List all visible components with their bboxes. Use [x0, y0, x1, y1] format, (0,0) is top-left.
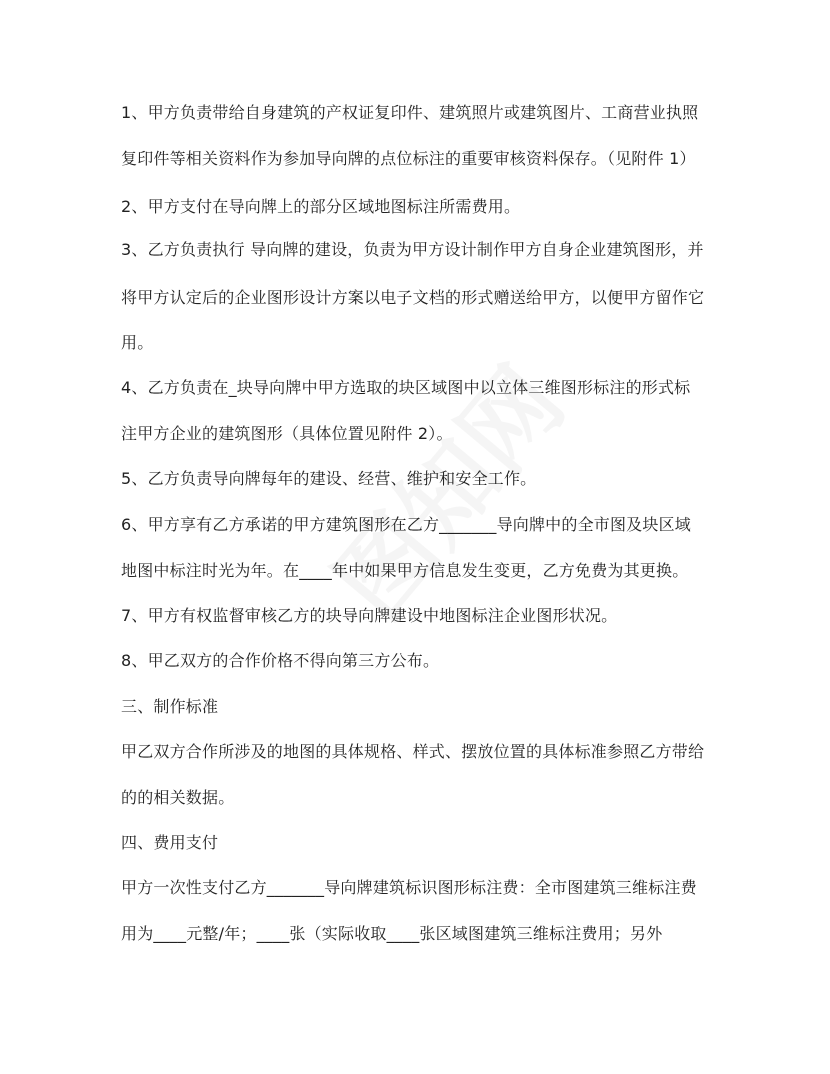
text-line: 地图中标注时光为年。在____年中如果甲方信息发生变更，乙方免费为其更换。: [121, 561, 689, 580]
text-line: 的的相关数据。: [121, 788, 235, 807]
text-line: 甲方一次性支付乙方_______导向牌建筑标识图形标注费：全市图建筑三维标注费: [121, 878, 697, 897]
text-line: 用为____元整/年；____张（实际收取____张区域图建筑三维标注费用；另外: [121, 924, 663, 943]
text-line: 8、甲乙双方的合作价格不得向第三方公布。: [121, 651, 440, 670]
text-line: 6、甲方享有乙方承诺的甲方建筑图形在乙方_______导向牌中的全市图及块区域: [121, 515, 691, 534]
text-line: 甲乙双方合作所涉及的地图的具体规格、样式、摆放位置的具体标准参照乙方带给: [121, 742, 705, 761]
text-line: 2、甲方支付在导向牌上的部分区域地图标注所需费用。: [121, 197, 521, 216]
text-line: 7、甲方有权监督审核乙方的块导向牌建设中地图标注企业图形状况。: [121, 606, 618, 625]
text-line: 5、乙方负责导向牌每年的建设、经营、维护和安全工作。: [121, 469, 537, 488]
text-line: 复印件等相关资料作为参加导向牌的点位标注的重要审核资料保存。（见附件 1）: [121, 149, 696, 168]
text-line: 用。: [121, 333, 154, 352]
text-line: 4、乙方负责在_块导向牌中甲方选取的块区域图中以立体三维图形标注的形式标: [121, 378, 691, 397]
text-line: 将甲方认定后的企业图形设计方案以电子文档的形式赠送给甲方，以便甲方留作它: [121, 288, 705, 307]
section-heading: 三、制作标准: [121, 697, 219, 716]
text-line: 3、乙方负责执行 导向牌的建设，负责为甲方设计制作甲方自身企业建筑图形，并: [121, 240, 704, 259]
text-line: 1、甲方负责带给自身建筑的产权证复印件、建筑照片或建筑图片、工商营业执照: [121, 103, 699, 122]
text-line: 注甲方企业的建筑图形（具体位置见附件 2）。: [121, 424, 453, 443]
section-heading: 四、费用支付: [121, 833, 219, 852]
